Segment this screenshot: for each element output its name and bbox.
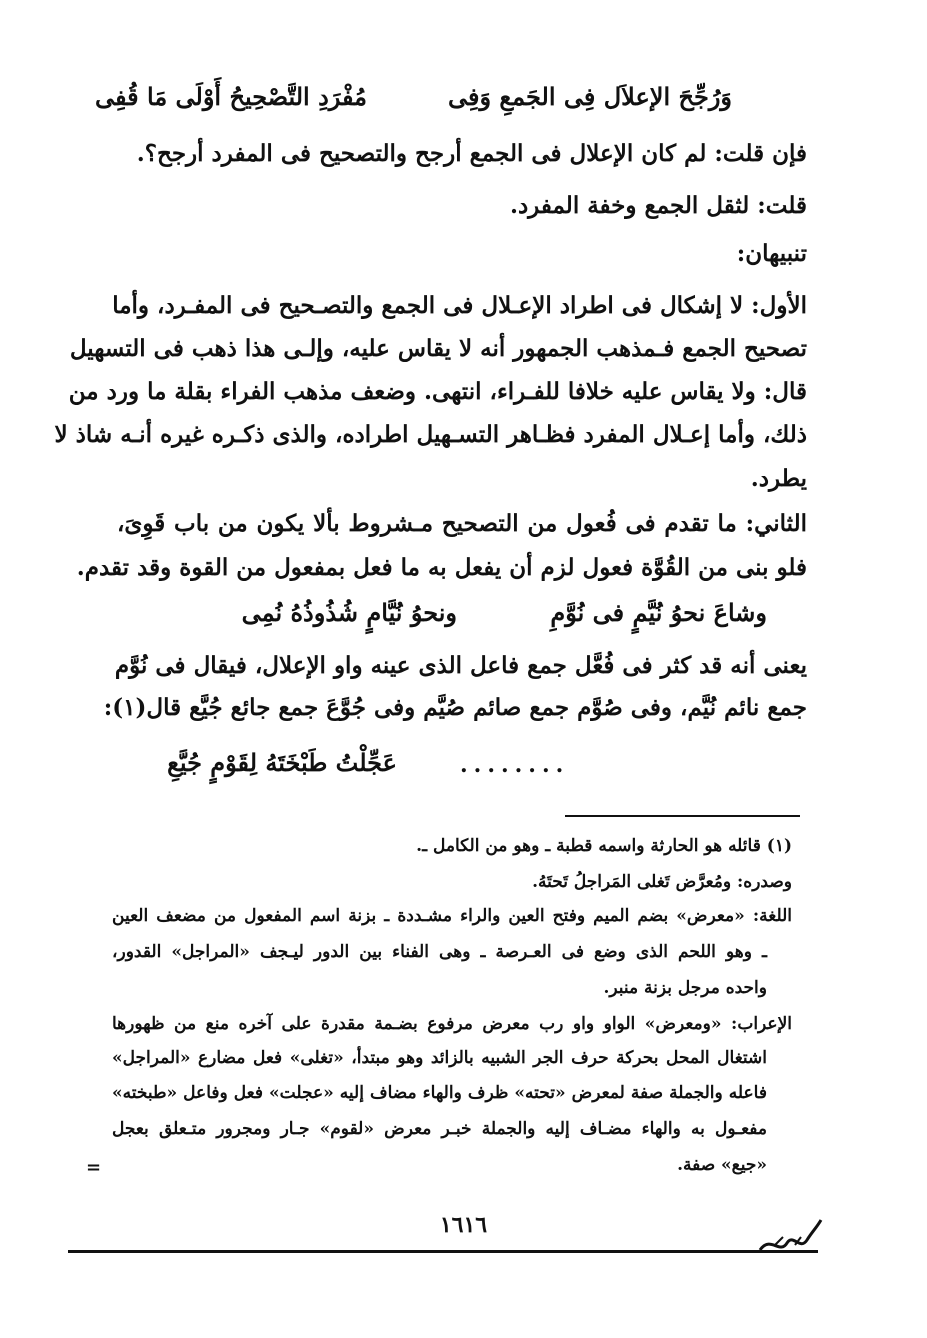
footnote-line: اشتغال المحل بحركة حرف الجر الشبيه بالزائد وهو مبتدأ، «تغلى» فعل مضارع «المراجل» — [112, 1048, 767, 1068]
verse2-left-hemistich: ونحوُ نُيَّامٍ شُذُوذُهُ نُمِى — [241, 598, 457, 627]
footnote-line: واحده مرجل بزنة منبر. — [603, 978, 767, 998]
page-number: ١٦١٦ — [439, 1212, 488, 1238]
verse2-right-hemistich: وشاعَ نحوُ نُيَّمٍ فى نُوَّمِ — [550, 598, 767, 627]
footnote-line: ـ وهو اللحم الذى وضع فى العـرصة ـ وهى الفناء بين الدور ليـجف «المراجل» القدور، — [112, 942, 767, 962]
body-line: قال: ولا يقاس عليه خلافا للفـراء، انتهى. وضعف مذهب الفراء بقلة ما ورد من — [68, 378, 807, 405]
footnote-separator — [565, 815, 800, 817]
catchword-scribble-icon — [755, 1215, 825, 1260]
verse1-left-hemistich: مُفْرَدِ التَّصْحِيحُ أَوْلَى مَا قُفِى — [95, 82, 367, 111]
body-line: الأول: لا إشكال فى اطراد الإعـلال فى الجمع والتصـحيح فى المفـرد، وأما — [112, 292, 807, 319]
continuation-mark: = — [86, 1157, 102, 1178]
body-line: ذلك، وأما إعـلال المفرد فظـاهر التسـهيل اطراده، والذى ذكـره غيره أنـه شاذ لا — [54, 421, 807, 448]
verse3-omitted-hemistich: ........ — [460, 752, 570, 778]
footnote-line: الإعراب: «ومعرض» الواو واو رب معرض مرفوع بضـمة مقدرة على آخره منع من ظهورها — [112, 1014, 792, 1034]
body-line: قلت: لثقل الجمع وخفة المفرد. — [509, 192, 807, 219]
body-line: تصحيح الجمع فـمذهب الجمهور أنه لا يقاس عليه، وإلـى هذا ذهب فى التسهيل — [69, 335, 807, 362]
body-line: فإن قلت: لم كان الإعلال فى الجمع أرجح والتصحيح فى المفرد أرجح؟. — [136, 140, 807, 167]
verse3-hemistich: عَجِّلْتُ طَبْخَتَهُ لِقَوْمٍ جُيَّعِ — [167, 748, 397, 777]
footnote-line: (١) قائله هو الحارثة واسمه قطبة ـ وهو من الكامل ـ. — [416, 836, 792, 856]
section-heading: تنبيهان: — [736, 240, 807, 267]
body-line: فلو بنى من القُوَّة فعول لزم أن يفعل به ما فعل بمفعول من القوة وقد تقدم. — [76, 554, 807, 581]
body-line: الثاني: ما تقدم فى فُعول من التصحيح مـشروط بألا يكون من باب قَوِىَ، — [117, 510, 807, 537]
verse1-right-hemistich: وَرُجِّحَ الإعلاَل فِى الجَمعِ وَفِى — [447, 82, 732, 111]
body-line: يعنى أنه قد كثر فى فُعَّل جمع فاعل الذى عينه واو الإعلال، فيقال فى نُوَّم — [114, 652, 807, 679]
footnote-line: «جيع» صفة. — [677, 1155, 767, 1175]
footnote-line: مفعـول به والهاء مضـاف إليه والجملة خبـر معرض «لقوم» جـار ومجرور متـعلق بعجل — [112, 1119, 767, 1139]
footnote-line: فاعله والجملة صفة لمعرض «تحته» ظرف والهاء مضاف إليه «عجلت» فعل وفاعل «طبخته» — [112, 1083, 767, 1103]
footnote-line: اللغة: «معرض» بضم الميم وفتح العين والراء مشـددة ـ بزنة اسم المفعول من مضعف العين — [112, 906, 792, 926]
body-line: جمع نائم نُيَّم، وفى صُوَّم جمع صائم صُيَّم وفى جُوَّعَ جمع جائع جُيَّع قال(١): — [103, 694, 807, 721]
bottom-rule — [68, 1250, 818, 1253]
body-line: يطرد. — [750, 465, 807, 492]
footnote-line: وصدره: ومُعرَّض تَغلى المَراجلُ تَحتَهُ. — [532, 872, 792, 892]
